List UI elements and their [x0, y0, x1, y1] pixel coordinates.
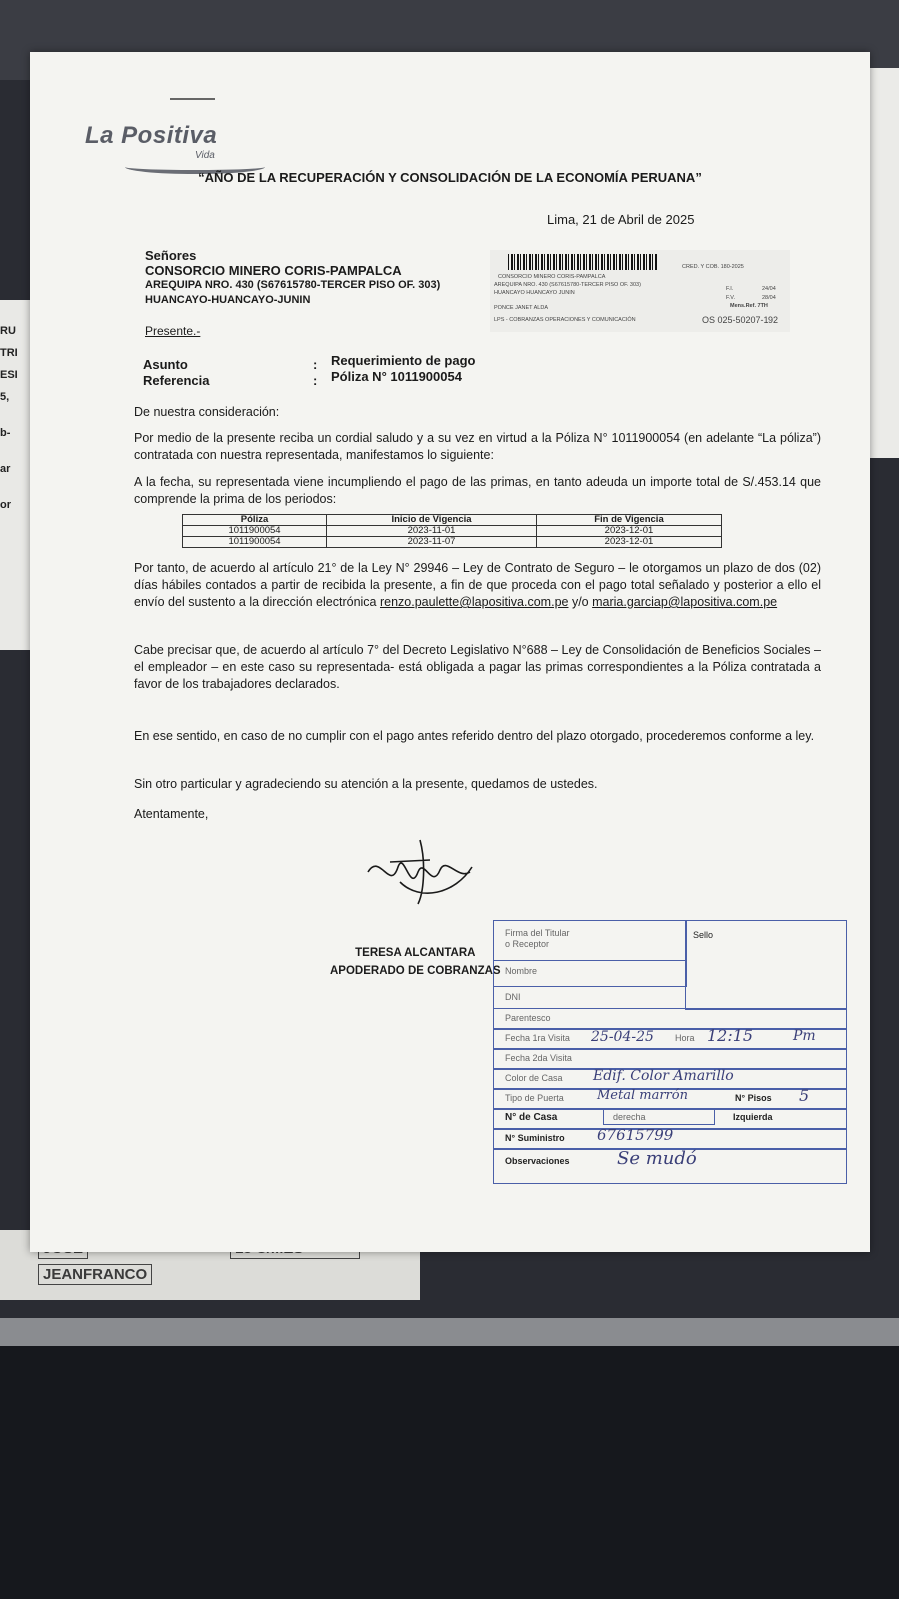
delivery-label	[490, 250, 790, 332]
table-header: Póliza	[183, 515, 327, 526]
color-label: Color de Casa	[505, 1073, 563, 1083]
dni-row	[493, 986, 686, 1009]
fecha2-label: Fecha 2da Visita	[505, 1053, 572, 1063]
table-cell: 1011900054	[183, 537, 327, 548]
asunto-label: Asunto	[143, 357, 188, 372]
parentesco-label: Parentesco	[505, 1013, 551, 1023]
color-value: Edif. Color Amarillo	[593, 1068, 734, 1084]
recipient-block	[145, 248, 440, 308]
label-fi: F.I.	[726, 286, 734, 292]
connector: y/o	[568, 595, 593, 609]
fragment: ESI	[0, 369, 18, 381]
background-desk	[0, 1330, 899, 1599]
izquierda-label: Izquierda	[733, 1112, 773, 1122]
firma-label: Firma del Titular	[505, 928, 570, 938]
paragraph-3	[134, 560, 821, 611]
table-row	[183, 537, 722, 548]
fecha1-value: 25-04-25	[591, 1029, 654, 1045]
label-line: CONSORCIO MINERO CORIS-PAMPALCA	[498, 274, 606, 280]
sello-label: Sello	[693, 930, 714, 940]
colon: :	[313, 373, 318, 388]
label-fi-value: 24/04	[762, 286, 776, 292]
logo-dash	[170, 98, 215, 100]
paragraph-1: Por medio de la presente reciba un cordial saludo y a su vez en virtud a la Póliza N° 1011900054 (en adelante “La póliza”) contratada con nuestra representada, manifestamos lo siguiente:	[134, 431, 821, 462]
delivery-stamp-form	[493, 920, 853, 1190]
presente: Presente.-	[145, 324, 201, 338]
signatory-block	[330, 944, 501, 980]
suministro-value: 67615799	[597, 1126, 674, 1144]
salutation: Señores	[145, 248, 197, 263]
paragraph-2: A la fecha, su representada viene incumpliendo el pago de las primas, en tanto adeuda un importe total de S/.453.14 que comprende la prima de los periodos:	[134, 475, 821, 506]
paragraph-6: Sin otro particular y agradeciendo su atención a la presente, quedamos de ustedes.	[134, 777, 598, 791]
recipient-address: AREQUIPA NRO. 430 (S67615780-TERCER PISO OF. 303)	[145, 279, 441, 291]
fragment: ar	[0, 463, 11, 475]
signatory-name: TERESA ALCANTARA	[355, 947, 476, 959]
ampm-value: Pm	[793, 1028, 816, 1044]
fragment: 5,	[0, 391, 10, 403]
hora-value: 12:15	[707, 1026, 754, 1045]
label-line: HUANCAYO HUANCAYO JUNIN	[494, 290, 575, 296]
derecha-label: derecha	[613, 1112, 646, 1122]
table-cell: 2023-11-07	[327, 537, 537, 548]
label-envio: PONCE JANET ALDA	[494, 305, 548, 311]
paragraph-5: En ese sentido, en caso de no cumplir con el pago antes referido dentro del plazo otorgado, procederemos conforme a ley.	[134, 729, 815, 743]
asunto-value: Requerimiento de pago	[331, 353, 476, 368]
handwritten-signature	[360, 832, 480, 912]
pisos-label: N° Pisos	[735, 1093, 772, 1103]
company-logo	[85, 122, 218, 161]
label-mens: Mens.Ref. 7TH	[730, 303, 768, 309]
barcode	[508, 254, 658, 270]
table-header: Inicio de Vigencia	[327, 515, 537, 526]
fecha1-label: Fecha 1ra Visita	[505, 1033, 570, 1043]
label-cred: CRED. Y COB. 180-2025	[682, 264, 744, 270]
table-cell: 1011900054	[183, 526, 327, 537]
pisos-value: 5	[799, 1086, 810, 1105]
fragment: or	[0, 499, 11, 511]
table-row	[183, 526, 722, 537]
fragment: RU	[0, 325, 16, 337]
referencia-label: Referencia	[143, 373, 210, 388]
puerta-value: Metal marrón	[597, 1088, 688, 1103]
label-line: AREQUIPA NRO. 430 (S67615780-TERCER PISO OF. 303)	[494, 282, 641, 288]
email-link-2[interactable]: maria.garciap@lapositiva.com.pe	[592, 595, 778, 609]
policy-table	[182, 514, 722, 548]
table-cell: 2023-12-01	[536, 537, 721, 548]
referencia-value: Póliza N° 1011900054	[331, 369, 462, 384]
hora-label: Hora	[675, 1033, 695, 1043]
card-text: JEANFRANCO	[38, 1264, 152, 1285]
receptor-label: o Receptor	[505, 939, 550, 949]
label-fv: F.V.	[726, 295, 735, 301]
recipient-city: HUANCAYO-HUANCAYO-JUNIN	[145, 294, 311, 306]
recipient-company: CONSORCIO MINERO CORIS-PAMPALCA	[145, 263, 402, 278]
table-cell: 2023-12-01	[536, 526, 721, 537]
label-num: 92	[768, 315, 779, 325]
paragraph-3-text: Por tanto, de acuerdo al artículo 21° de la Ley N° 29946 – Ley de Contrato de Seguro – le otorgamos un plazo de dos (02) días hábiles contados a partir de recibida la presente, a fin de que proceda con el pago total señalado y posterior a ello el envío del sustento a la dirección electrónica	[134, 561, 821, 609]
table-header: Fin de Vigencia	[536, 515, 721, 526]
dni-label: DNI	[505, 992, 521, 1002]
puerta-label: Tipo de Puerta	[505, 1093, 564, 1103]
suministro-label: N° Suministro	[505, 1133, 565, 1143]
observaciones-value: Se mudó	[617, 1148, 697, 1169]
casa-label: N° de Casa	[505, 1112, 558, 1123]
table-header-row	[183, 515, 722, 526]
greeting: De nuestra consideración:	[134, 405, 280, 419]
signatory-title: APODERADO DE COBRANZAS	[330, 965, 501, 977]
fragment: b-	[0, 427, 11, 439]
closing: Atentamente,	[134, 807, 209, 821]
colon: :	[313, 357, 318, 372]
label-fv-value: 28/04	[762, 295, 776, 301]
observaciones-label: Observaciones	[505, 1156, 570, 1166]
label-code: OS 025-50207-1	[702, 315, 769, 325]
background-sheet-left	[0, 300, 30, 650]
email-link-1[interactable]: renzo.paulette@lapositiva.com.pe	[379, 595, 569, 609]
logo-brand: La Positiva	[85, 122, 218, 149]
letter-date: Lima, 21 de Abril de 2025	[547, 212, 695, 227]
year-motto: “AÑO DE LA RECUPERACIÓN Y CONSOLIDACIÓN DE LA ECONOMÍA PERUANA”	[198, 170, 702, 185]
paragraph-4: Cabe precisar que, de acuerdo al artículo 7° del Decreto Legislativo N°688 – Ley de Consolidación de Beneficios Sociales – el empleador – en este caso su representada- está obligada a pagar las primas correspondientes a la Póliza contratada a favor de los trabajadores declarados.	[134, 643, 821, 691]
table-cell: 2023-11-01	[327, 526, 537, 537]
letter-page	[30, 52, 870, 1252]
fragment: TRI	[0, 347, 18, 359]
label-area: LPS - COBRANZAS OPERACIONES Y COMUNICACIÓN	[494, 317, 636, 323]
desk-edge	[0, 1318, 899, 1346]
logo-sub: Vida	[195, 150, 215, 161]
nombre-label: Nombre	[505, 966, 538, 976]
